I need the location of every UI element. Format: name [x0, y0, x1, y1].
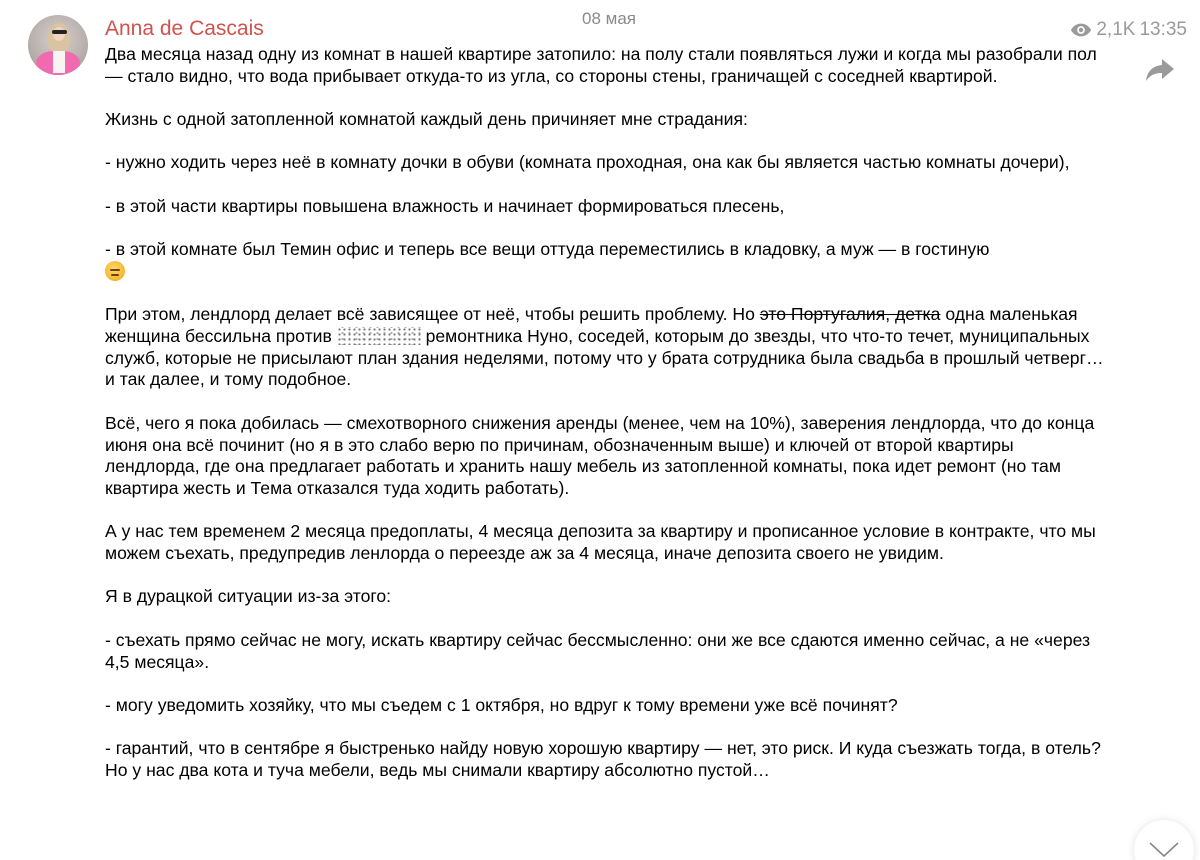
paragraph: - нужно ходить через неё в комнату дочки в обуви (комната проходная, она как бы является частью комнаты дочери), [105, 152, 1070, 173]
paragraph: Жизнь с одной затопленной комнатой каждый день причиняет мне страдания: [105, 109, 748, 130]
message-body [105, 44, 1105, 782]
message-time: 13:35 [1139, 19, 1187, 40]
scroll-down-button[interactable] [1134, 820, 1194, 860]
paragraph: - в этой части квартиры повышена влажность и начинает формироваться плесень, [105, 195, 785, 216]
paragraph [105, 304, 1105, 391]
paragraph: Я в дурацкой ситуации из-за этого: [105, 586, 392, 607]
share-button[interactable] [1145, 56, 1175, 84]
paragraph: Два месяца назад одну из комнат в нашей квартире затопило: на полу стали появляться лужи и когда мы разобрали пол — стало видно, что вода прибывает откуда-то из угла, со стороны стены, граничащей с соседней квартирой. [105, 44, 1097, 86]
paragraph: - гарантий, что в сентябре я быстренько найду новую хорошую квартиру — нет, это риск. И куда съезжать тогда, в отель? Но у нас два кота и туча мебели, ведь мы снимали квартиру абсолютно пустой… [105, 738, 1101, 781]
paragraph: - съехать прямо сейчас не могу, искать квартиру сейчас бессмысленно: они же все сдаются именно сейчас, а не «через 4,5 месяца». [105, 629, 1091, 672]
paragraph: А у нас тем временем 2 месяца предоплаты, 4 месяца депозита за квартиру и прописанное условие в контракте, что мы можем съехать, предупредив ленлорда о переезде аж за 4 месяца, иначе депозита своего не увидим. [105, 521, 1096, 564]
paragraph-text: одна маленькая женщина бессильна против [105, 304, 1078, 347]
chevron-down-icon [1149, 842, 1179, 858]
paragraph-text: При этом, лендлорд делает всё зависящее от неё, чтобы решить проблему. Но [105, 304, 760, 325]
expressionless-face-emoji-icon [105, 261, 125, 281]
paragraph [105, 239, 1105, 282]
strikethrough-text: это Португалия, детка [759, 304, 941, 325]
message-author[interactable]: Anna de Cascais [105, 17, 264, 40]
avatar-glasses [52, 30, 67, 34]
paragraph: Всё, чего я пока добилась — смехотворного снижения аренды (менее, чем на 10%), заверения лендлорда, что до конца июня она всё починит (но я в это слабо верю по причинам, обозначенным выше) и ключей от второй квартиры лендлорда, где она предлагает работать и хранить нашу мебель из затопленной комнаты, пока идет ремонт (но там квартира жесть и Тема отказался туда ходить работать). [105, 412, 1095, 498]
spoiler-hidden-text[interactable] [337, 327, 421, 345]
date-badge: 08 мая [582, 9, 636, 28]
message [105, 14, 1105, 803]
paragraph-text: ремонтника Нуно, соседей, которым до звезды, что что-то течет, муниципальных служб, которые не присылают план здания неделями, потому что у брата сотрудника была свадьба в прошлый четверг… и так далее, и тому подобное. [105, 326, 1104, 390]
paragraph: - могу уведомить хозяйку, что мы съедем с 1 октября, но вдруг к тому времени уже всё починят? [105, 694, 898, 715]
avatar-shirt [53, 51, 65, 73]
paragraph-text: - в этой комнате был Темин офис и теперь все вещи оттуда переместились в кладовку, а муж — в гостиную [105, 239, 990, 260]
share-forward-icon [1145, 56, 1175, 84]
views-count: 2,1K [1096, 19, 1136, 40]
avatar[interactable] [28, 15, 88, 75]
